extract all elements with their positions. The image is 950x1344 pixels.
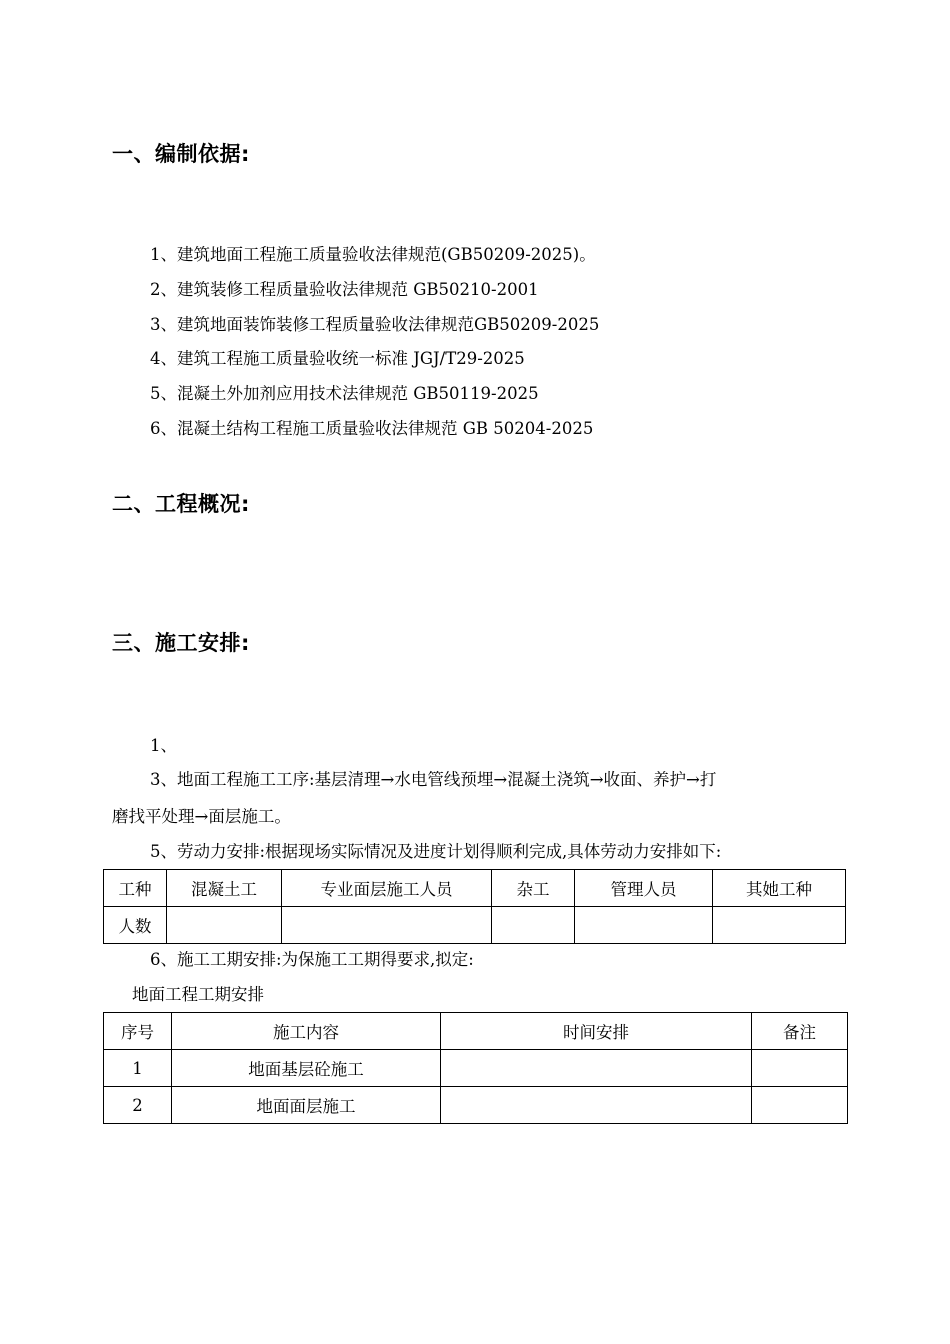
- labor-header-cell: 管理人员: [575, 870, 713, 907]
- labor-count-cell: [167, 907, 282, 944]
- schedule-row-remark: [752, 1087, 848, 1124]
- schedule-header-row: [104, 1013, 848, 1050]
- labor-header-cell: 混凝土工: [167, 870, 282, 907]
- labor-row-label: 人数: [104, 907, 167, 944]
- arrangement-item-3-line2: 磨找平处理→面层施工。: [112, 807, 291, 826]
- schedule-row-no: 1: [104, 1050, 172, 1087]
- labor-header-cell: 其她工种: [713, 870, 846, 907]
- labor-header-cell: 杂工: [492, 870, 575, 907]
- labor-header-cell: 专业面层施工人员: [282, 870, 492, 907]
- labor-header-cell: 工种: [104, 870, 167, 907]
- schedule-row-content: 地面面层施工: [172, 1087, 441, 1124]
- schedule-row-content: 地面基层砼施工: [172, 1050, 441, 1087]
- labor-count-cell: [713, 907, 846, 944]
- heading-arrangement: 三、施工安排:: [112, 631, 250, 655]
- labor-table: [103, 869, 846, 944]
- basis-item: 2、建筑装修工程质量验收法律规范 GB50210-2001: [150, 280, 539, 299]
- schedule-row-remark: [752, 1050, 848, 1087]
- basis-item: 1、建筑地面工程施工质量验收法律规范(GB50209-2025)。: [150, 245, 596, 264]
- schedule-row-no: 2: [104, 1087, 172, 1124]
- heading-basis: 一、编制依据:: [112, 142, 250, 166]
- schedule-title: 地面工程工期安排: [132, 985, 264, 1004]
- labor-header-row: [104, 870, 846, 907]
- schedule-header-cell: 序号: [104, 1013, 172, 1050]
- basis-item: 3、建筑地面装饰装修工程质量验收法律规范GB50209-2025: [150, 315, 600, 334]
- schedule-header-cell: 时间安排: [441, 1013, 752, 1050]
- heading-overview: 二、工程概况:: [112, 492, 250, 516]
- arrangement-item-6: 6、施工工期安排:为保施工工期得要求,拟定:: [150, 950, 474, 969]
- labor-count-row: [104, 907, 846, 944]
- schedule-table: [103, 1012, 848, 1124]
- schedule-row-time: [441, 1050, 752, 1087]
- labor-count-cell: [492, 907, 575, 944]
- arrangement-item-1: 1、: [150, 736, 177, 755]
- labor-count-cell: [575, 907, 713, 944]
- labor-count-cell: [282, 907, 492, 944]
- basis-item: 4、建筑工程施工质量验收统一标准 JGJ/T29-2025: [150, 349, 525, 368]
- schedule-row-time: [441, 1087, 752, 1124]
- schedule-header-cell: 备注: [752, 1013, 848, 1050]
- schedule-row: [104, 1087, 848, 1124]
- basis-item: 5、混凝土外加剂应用技术法律规范 GB50119-2025: [150, 384, 539, 403]
- basis-item: 6、混凝土结构工程施工质量验收法律规范 GB 50204-2025: [150, 419, 594, 438]
- schedule-row: [104, 1050, 848, 1087]
- schedule-header-cell: 施工内容: [172, 1013, 441, 1050]
- arrangement-item-3-line1: 3、地面工程施工工序:基层清理→水电管线预埋→混凝土浇筑→收面、养护→打: [150, 770, 717, 789]
- arrangement-item-5: 5、劳动力安排:根据现场实际情况及进度计划得顺利完成,具体劳动力安排如下:: [150, 842, 722, 861]
